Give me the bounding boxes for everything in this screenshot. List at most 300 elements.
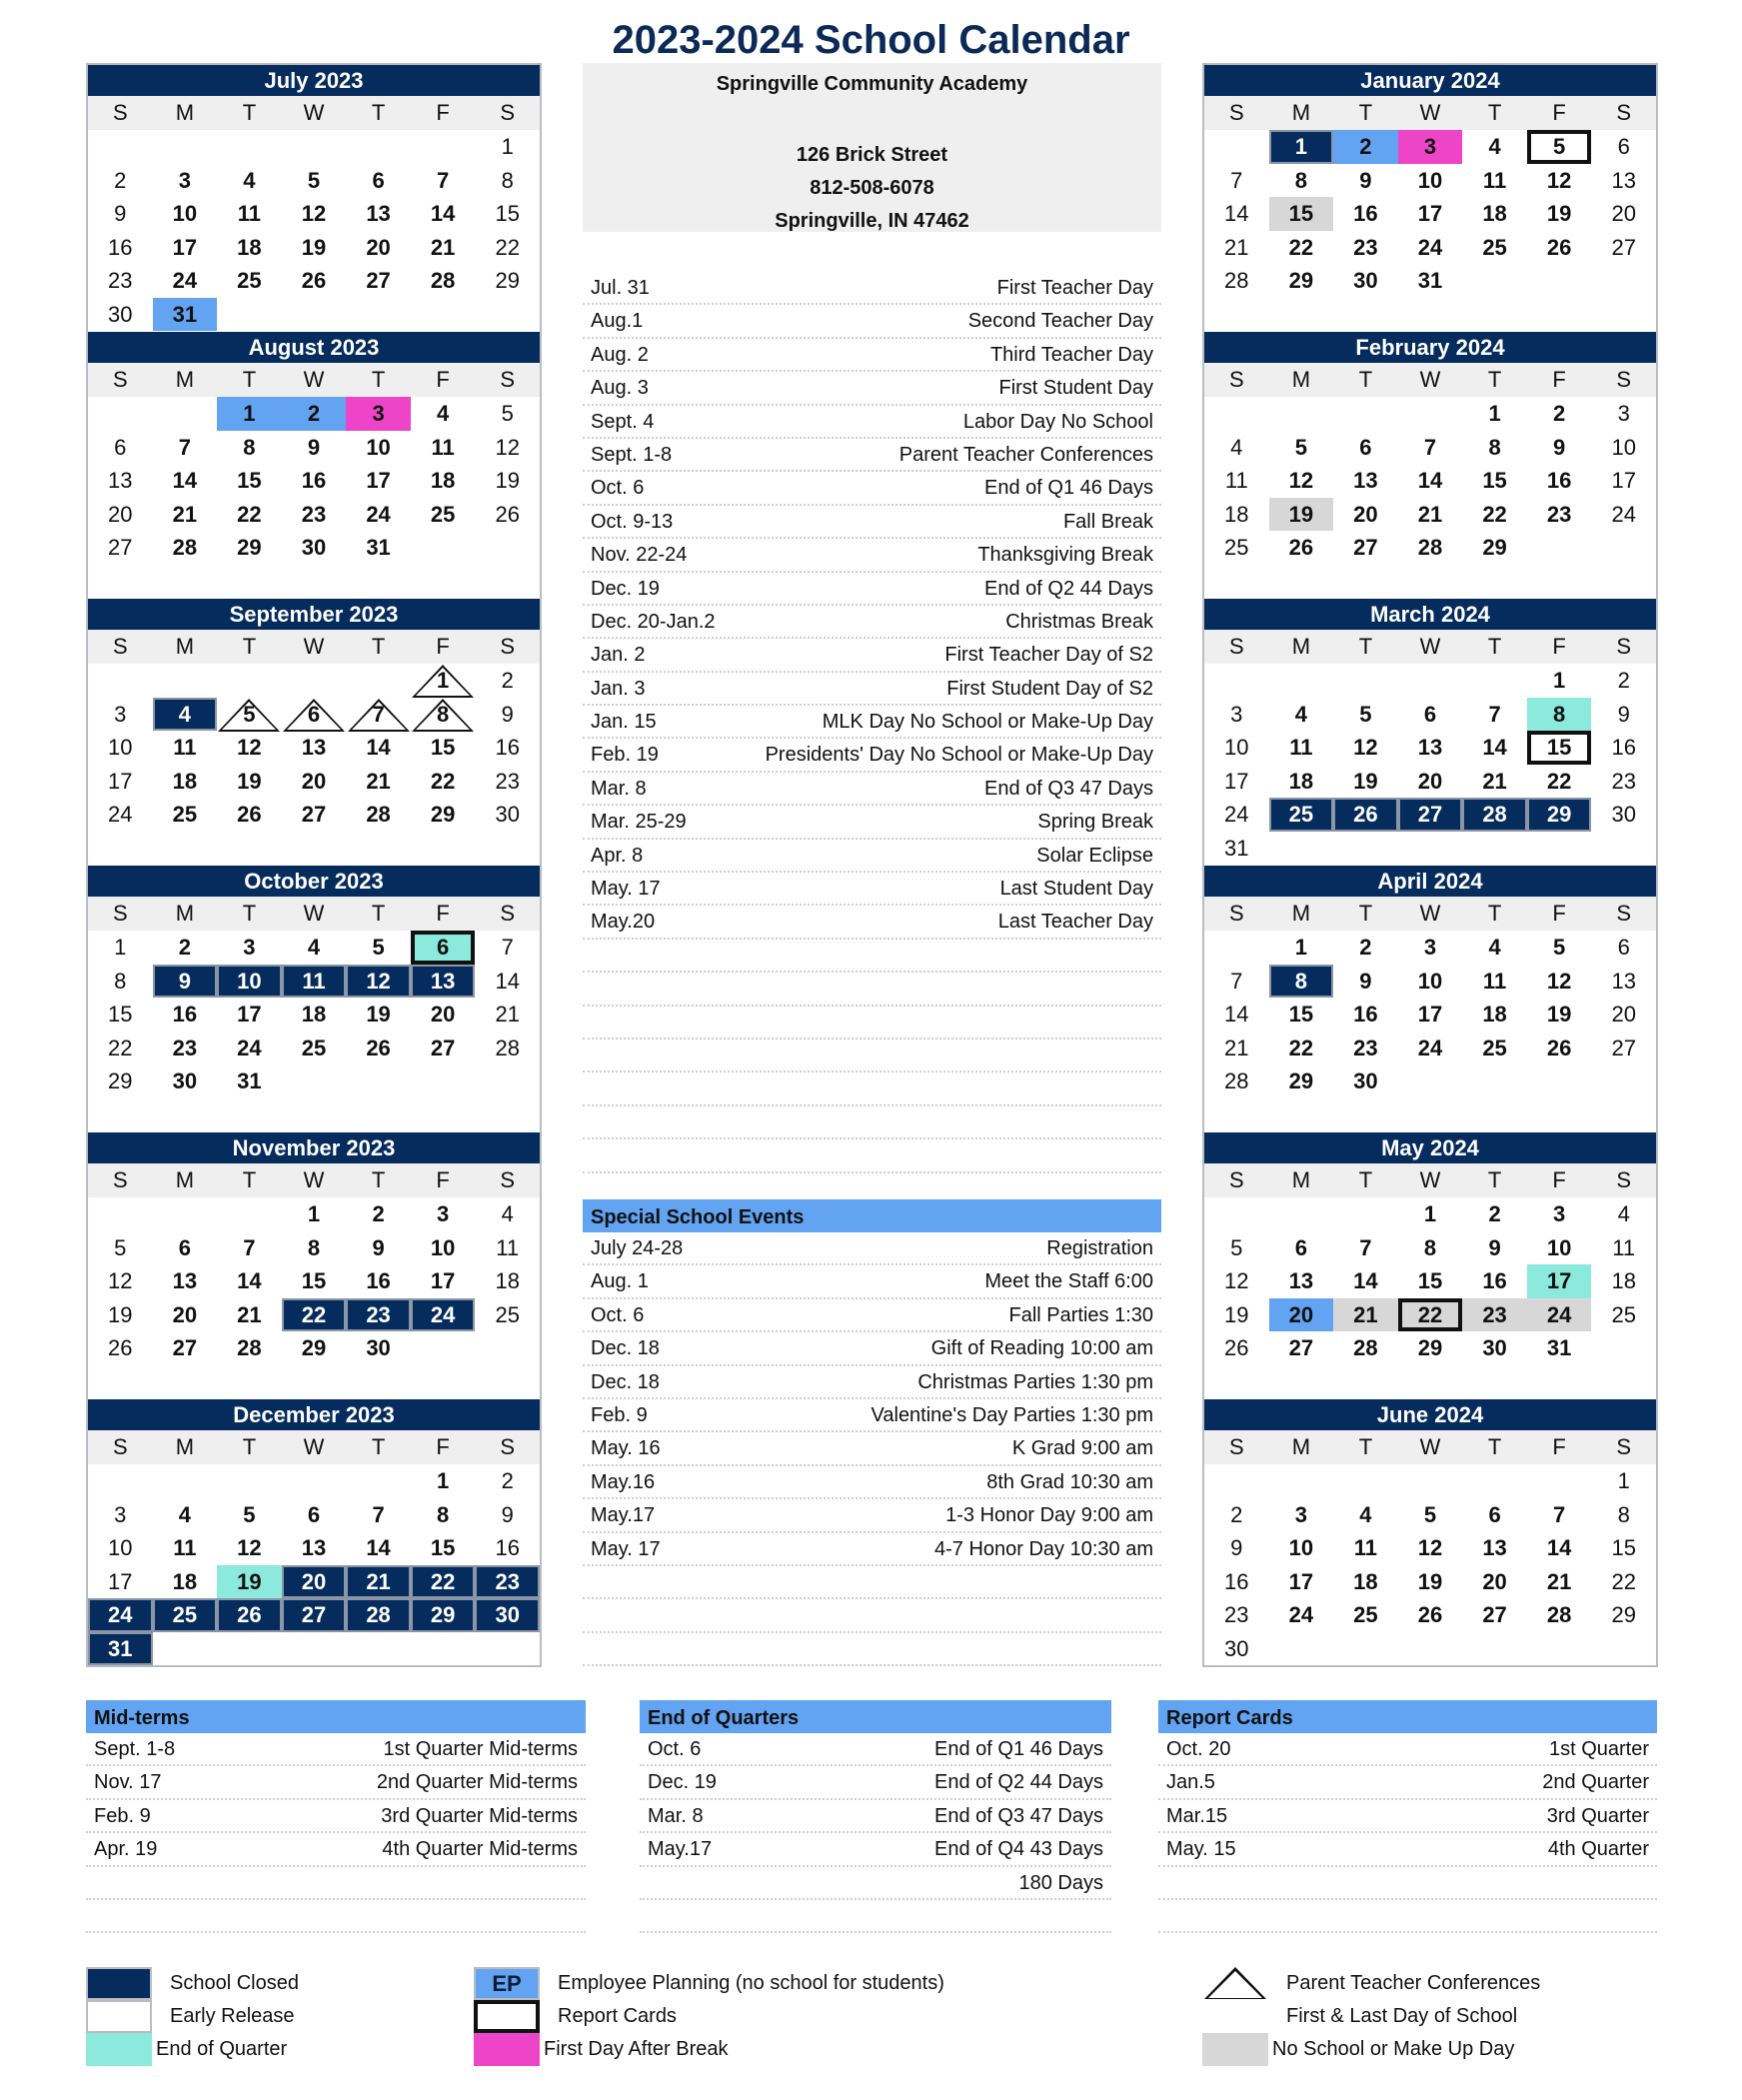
- item-date: Oct. 6: [591, 477, 645, 500]
- day-number: 28: [1546, 1602, 1572, 1627]
- day-cell: [1527, 464, 1592, 498]
- day-number: 12: [1546, 968, 1572, 994]
- day-number: 20: [1611, 1002, 1636, 1027]
- day-number: 23: [108, 268, 133, 293]
- day-cell: [1333, 1032, 1398, 1065]
- empty-cell: [153, 1464, 218, 1498]
- legend-label: First & Last Day of School: [1286, 2005, 1518, 2027]
- weekday-label: W: [1419, 634, 1441, 659]
- item-event: First Teacher Day of S2: [944, 644, 1153, 667]
- day-number: 10: [1417, 167, 1443, 193]
- list-item: [583, 539, 1161, 572]
- day-number: 31: [237, 1068, 262, 1093]
- item-event: Second Teacher Day: [967, 310, 1153, 333]
- day-number: 20: [1482, 1568, 1507, 1594]
- day-number: 23: [1353, 1035, 1378, 1060]
- day-number: 25: [172, 802, 198, 827]
- day-number: 6: [1617, 935, 1630, 960]
- day-cell: [1269, 531, 1334, 565]
- day-number: 12: [495, 434, 520, 460]
- day-number: 8: [1423, 1234, 1437, 1260]
- day-number: 4: [1294, 701, 1307, 727]
- day-number: 2: [307, 401, 321, 426]
- day-cell: [346, 931, 411, 965]
- list-item: [583, 773, 1161, 806]
- day-cell: [217, 1531, 282, 1565]
- day-number: 23: [1611, 768, 1636, 794]
- day-cell: [1591, 1464, 1656, 1498]
- legend-first-day-after-break: [474, 2033, 729, 2066]
- day-number: 4: [1359, 1501, 1372, 1527]
- day-number: 14: [495, 968, 520, 994]
- day-cell: [1527, 664, 1592, 698]
- day-cell: [1591, 464, 1656, 498]
- day-cell: [1204, 1531, 1269, 1565]
- day-cell: [153, 1231, 218, 1265]
- day-number: 7: [1230, 968, 1243, 994]
- day-number: 27: [301, 1602, 327, 1627]
- item-date: Apr. 19: [94, 1838, 158, 1861]
- list-item: [583, 1599, 1161, 1632]
- weekday-header: [88, 1163, 540, 1197]
- day-cell: [1591, 1598, 1656, 1632]
- school-closed-swatch-icon: [86, 1967, 152, 2000]
- day-cell: [1527, 765, 1592, 799]
- day-number: 8: [1294, 968, 1307, 994]
- day-cell: [282, 1231, 347, 1265]
- day-number: 29: [1611, 1602, 1636, 1627]
- weekday-label: S: [1228, 1167, 1244, 1192]
- list-item: [583, 1007, 1161, 1040]
- list-item: [86, 1900, 586, 1933]
- day-number: 19: [1417, 1568, 1443, 1594]
- day-cell: [475, 197, 540, 231]
- item-date: Feb. 19: [591, 744, 659, 767]
- day-cell: [1269, 197, 1334, 231]
- month-calendar: [1204, 1132, 1656, 1399]
- day-cell: [1269, 431, 1334, 465]
- day-number: 10: [108, 735, 133, 760]
- weekday-label: F: [1552, 634, 1566, 659]
- item-event: End of Q2 44 Days: [984, 577, 1153, 600]
- weekday-label: W: [303, 1167, 325, 1192]
- day-number: 27: [430, 1035, 456, 1060]
- day-number: 11: [431, 434, 455, 460]
- day-number: 21: [1417, 501, 1443, 527]
- day-number: 30: [495, 1602, 520, 1627]
- day-cell: [282, 197, 347, 231]
- month-calendar: [1204, 599, 1656, 866]
- list-item: [583, 1040, 1161, 1072]
- day-cell: [346, 1231, 411, 1265]
- weekday-label: M: [175, 367, 195, 392]
- day-number: 29: [430, 802, 456, 827]
- day-number: 24: [108, 802, 133, 827]
- day-number: 18: [1482, 201, 1507, 226]
- day-number: 14: [366, 1535, 391, 1560]
- day-grid: [88, 664, 540, 832]
- empty-cell: [411, 130, 476, 164]
- day-cell: [475, 664, 540, 698]
- list-item: [583, 739, 1161, 772]
- day-number: 17: [108, 1568, 133, 1594]
- day-cell: [475, 1565, 540, 1599]
- day-number: 5: [372, 935, 385, 960]
- day-number: 15: [1482, 468, 1507, 493]
- day-number: 28: [1417, 535, 1443, 560]
- day-number: 30: [301, 535, 327, 560]
- empty-cell: [153, 397, 218, 431]
- list-item: [583, 1332, 1161, 1365]
- day-cell: [1462, 164, 1527, 198]
- day-number: 28: [1353, 1335, 1378, 1360]
- day-cell: [217, 1598, 282, 1632]
- day-number: 27: [1288, 1335, 1314, 1360]
- weekday-header: [1204, 1430, 1656, 1464]
- weekday-label: M: [1291, 1434, 1311, 1459]
- day-number: 6: [1617, 134, 1630, 159]
- weekday-label: S: [112, 634, 128, 659]
- day-cell: [1591, 931, 1656, 965]
- day-cell: [346, 1598, 411, 1632]
- day-number: 24: [1417, 1035, 1443, 1060]
- day-cell: [411, 1565, 476, 1599]
- day-number: 28: [366, 802, 391, 827]
- day-cell: [1527, 498, 1592, 532]
- day-number: 29: [237, 535, 262, 560]
- info-column: [583, 63, 1161, 1560]
- day-cell: [1398, 431, 1463, 465]
- list-item: [583, 372, 1161, 405]
- item-event: End of Q3 47 Days: [984, 777, 1153, 800]
- day-cell: [346, 965, 411, 999]
- day-cell: [1204, 264, 1269, 298]
- day-number: 26: [1546, 1035, 1572, 1060]
- day-number: 15: [1611, 1535, 1636, 1560]
- month-title: June 2024: [1204, 1399, 1656, 1430]
- item-date: May.20: [591, 911, 656, 934]
- day-number: 27: [1353, 535, 1378, 560]
- weekday-label: W: [303, 367, 325, 392]
- day-cell: [153, 498, 218, 532]
- day-number: 19: [237, 768, 262, 794]
- day-cell: [475, 431, 540, 465]
- calendar-column-fall: [86, 63, 542, 1667]
- day-number: 5: [243, 701, 256, 727]
- day-number: 12: [1224, 1268, 1249, 1293]
- item-event: Thanksgiving Break: [977, 544, 1153, 567]
- day-cell: [1527, 798, 1592, 832]
- day-number: 26: [301, 268, 327, 293]
- school-name: Springville Community Academy: [716, 73, 1028, 95]
- item-date: Feb. 9: [94, 1804, 151, 1827]
- day-number: 1: [243, 401, 256, 426]
- day-number: 8: [243, 434, 256, 460]
- day-number: 19: [366, 1002, 391, 1027]
- legend: [0, 1967, 1742, 2087]
- day-number: 3: [243, 935, 256, 960]
- weekday-label: T: [371, 901, 386, 926]
- day-number: 17: [1546, 1268, 1572, 1293]
- month-calendar: [1204, 1399, 1656, 1666]
- day-number: 8: [1553, 701, 1566, 727]
- day-cell: [153, 931, 218, 965]
- weekday-label: W: [1419, 901, 1441, 926]
- list-item: [583, 806, 1161, 839]
- day-cell: [1398, 130, 1463, 164]
- empty-cell: [217, 130, 282, 164]
- day-cell: [282, 431, 347, 465]
- item-event: Fall Parties 1:30: [1008, 1303, 1153, 1326]
- month-calendar: [1204, 332, 1656, 599]
- item-event: 4th Quarter: [1547, 1838, 1649, 1861]
- day-cell: [1462, 1331, 1527, 1365]
- day-number: 18: [237, 234, 262, 260]
- day-cell: [1333, 1598, 1398, 1632]
- day-number: 25: [1353, 1602, 1378, 1627]
- day-cell: [1333, 1498, 1398, 1532]
- day-cell: [88, 464, 153, 498]
- weekday-label: F: [436, 901, 450, 926]
- weekday-label: S: [1228, 634, 1244, 659]
- day-number: 18: [1224, 501, 1249, 527]
- day-cell: [282, 931, 347, 965]
- day-cell: [1527, 1264, 1592, 1298]
- weekday-label: S: [112, 100, 128, 125]
- legend-end-of-quarter: [86, 2033, 287, 2066]
- day-number: 26: [1288, 535, 1314, 560]
- school-phone: 812-508-6078: [810, 177, 934, 199]
- day-number: 17: [1417, 1002, 1443, 1027]
- day-number: 22: [495, 234, 520, 260]
- day-cell: [217, 164, 282, 198]
- day-cell: [1527, 431, 1592, 465]
- day-number: 19: [1353, 768, 1378, 794]
- legend-label: Early Release: [170, 2005, 295, 2027]
- day-cell: [1527, 130, 1592, 164]
- day-number: 5: [501, 401, 514, 426]
- empty-cell: [1204, 664, 1269, 698]
- day-cell: [475, 1032, 540, 1065]
- day-grid: [1204, 130, 1656, 298]
- day-number: 23: [301, 501, 327, 527]
- day-number: 20: [1353, 501, 1378, 527]
- day-cell: [88, 264, 153, 298]
- day-cell: [282, 464, 347, 498]
- weekday-header: [1204, 897, 1656, 931]
- day-number: 11: [1353, 1535, 1378, 1560]
- day-cell: [88, 698, 153, 732]
- day-cell: [282, 1598, 347, 1632]
- list-item: [1158, 1733, 1657, 1766]
- day-number: 18: [430, 468, 456, 493]
- item-date: Dec. 19: [591, 577, 660, 600]
- day-cell: [88, 197, 153, 231]
- weekday-label: T: [1487, 634, 1502, 659]
- day-number: 2: [114, 167, 127, 193]
- weekday-label: W: [1419, 100, 1441, 125]
- day-cell: [1269, 1264, 1334, 1298]
- day-cell: [475, 698, 540, 732]
- day-cell: [1462, 1598, 1527, 1632]
- list-item: [583, 573, 1161, 606]
- day-cell: [1527, 698, 1592, 732]
- day-number: 25: [430, 501, 456, 527]
- day-number: 11: [1612, 1234, 1636, 1260]
- day-cell: [153, 798, 218, 832]
- list-item: [583, 873, 1161, 906]
- day-number: 10: [430, 1234, 456, 1260]
- weekday-header: [88, 630, 540, 664]
- item-event: Labor Day No School: [962, 410, 1153, 433]
- empty-cell: [346, 130, 411, 164]
- empty-cell: [282, 130, 347, 164]
- day-grid: [1204, 397, 1656, 565]
- day-number: 15: [301, 1268, 327, 1293]
- list-item: [583, 840, 1161, 873]
- day-cell: [475, 765, 540, 799]
- day-number: 22: [1546, 768, 1572, 794]
- item-event: 1st Quarter: [1548, 1738, 1649, 1760]
- day-cell: [153, 1598, 218, 1632]
- day-cell: [1269, 1498, 1334, 1532]
- day-number: 18: [172, 768, 198, 794]
- day-cell: [1333, 765, 1398, 799]
- day-number: 22: [430, 1568, 456, 1594]
- weekday-header: [88, 96, 540, 130]
- day-number: 23: [172, 1035, 198, 1060]
- item-event: Last Teacher Day: [997, 911, 1153, 934]
- weekday-label: S: [500, 367, 516, 392]
- list-item: [583, 1533, 1161, 1566]
- day-number: 1: [1617, 1468, 1630, 1493]
- day-grid: [1204, 664, 1656, 865]
- day-number: 27: [366, 268, 391, 293]
- day-cell: [282, 397, 347, 431]
- day-cell: [411, 464, 476, 498]
- day-cell: [1462, 965, 1527, 999]
- month-calendar: [88, 866, 540, 1132]
- day-number: 2: [501, 1468, 514, 1493]
- month-calendar: [88, 1132, 540, 1399]
- day-cell: [1204, 965, 1269, 999]
- day-number: 29: [430, 1602, 456, 1627]
- day-cell: [88, 731, 153, 765]
- list-item: [583, 706, 1161, 739]
- day-number: 31: [366, 535, 391, 560]
- item-date: Sept. 1-8: [94, 1738, 176, 1760]
- day-cell: [346, 197, 411, 231]
- item-date: Aug. 3: [591, 377, 649, 400]
- weekday-label: S: [1616, 100, 1632, 125]
- list-item: [640, 1900, 1111, 1933]
- day-cell: [282, 1498, 347, 1532]
- day-number: 6: [437, 935, 450, 960]
- empty-cell: [88, 397, 153, 431]
- day-cell: [1204, 731, 1269, 765]
- day-cell: [1591, 1032, 1656, 1065]
- day-cell: [282, 965, 347, 999]
- day-cell: [1333, 231, 1398, 265]
- day-number: 22: [301, 1301, 327, 1327]
- day-cell: [1398, 464, 1463, 498]
- day-number: 21: [495, 1002, 520, 1027]
- item-date: May. 15: [1166, 1838, 1236, 1861]
- list-item: [583, 1399, 1161, 1432]
- day-cell: [1527, 397, 1592, 431]
- day-cell: [88, 1632, 153, 1666]
- day-number: 5: [1294, 434, 1307, 460]
- empty-cell: [1269, 397, 1334, 431]
- day-cell: [1204, 1264, 1269, 1298]
- weekday-label: T: [1487, 901, 1502, 926]
- day-cell: [346, 1498, 411, 1532]
- day-cell: [153, 231, 218, 265]
- day-cell: [153, 1531, 218, 1565]
- day-number: 25: [1224, 535, 1249, 560]
- item-date: Nov. 17: [94, 1771, 162, 1794]
- day-number: 25: [1482, 1035, 1507, 1060]
- day-number: 17: [1611, 468, 1636, 493]
- empty-cell: [282, 664, 347, 698]
- special-events-table: [583, 1199, 1161, 1666]
- item-date: Apr. 8: [591, 844, 644, 867]
- item-date: Oct. 6: [648, 1738, 702, 1760]
- day-number: 5: [1359, 701, 1372, 727]
- day-cell: [153, 164, 218, 198]
- month-title: March 2024: [1204, 599, 1656, 630]
- item-event: Solar Eclipse: [1036, 844, 1153, 867]
- month-calendar: [88, 1399, 540, 1666]
- day-number: 19: [1546, 1002, 1572, 1027]
- empty-cell: [1398, 397, 1463, 431]
- day-grid: [1204, 1197, 1656, 1365]
- item-event: End of Q2 44 Days: [934, 1771, 1103, 1794]
- list-item: [583, 1139, 1161, 1172]
- day-cell: [346, 1197, 411, 1231]
- day-number: 18: [1288, 768, 1314, 794]
- day-number: 3: [114, 701, 127, 727]
- list-item: [640, 1833, 1111, 1866]
- day-cell: [1204, 164, 1269, 198]
- item-date: Sept. 4: [591, 410, 655, 433]
- day-number: 9: [114, 201, 127, 226]
- weekday-label: M: [175, 1167, 195, 1192]
- day-number: 26: [1546, 234, 1572, 260]
- day-cell: [1333, 1264, 1398, 1298]
- day-number: 19: [495, 468, 520, 493]
- day-cell: [1591, 798, 1656, 832]
- day-cell: [1204, 765, 1269, 799]
- empty-cell: [1462, 1464, 1527, 1498]
- day-cell: [1204, 231, 1269, 265]
- item-event: Spring Break: [1037, 811, 1153, 834]
- weekday-label: T: [1358, 367, 1373, 392]
- list-item: [583, 1072, 1161, 1105]
- day-number: 4: [1488, 134, 1501, 159]
- day-cell: [1204, 1298, 1269, 1332]
- day-cell: [217, 1565, 282, 1599]
- legend-employee-planning: [474, 1967, 944, 2000]
- day-number: 18: [1482, 1002, 1507, 1027]
- day-cell: [1398, 264, 1463, 298]
- day-number: 1: [437, 668, 450, 693]
- day-cell: [1591, 130, 1656, 164]
- day-cell: [411, 1498, 476, 1532]
- day-number: 5: [1423, 1501, 1437, 1527]
- day-number: 14: [1417, 468, 1443, 493]
- day-number: 16: [301, 468, 327, 493]
